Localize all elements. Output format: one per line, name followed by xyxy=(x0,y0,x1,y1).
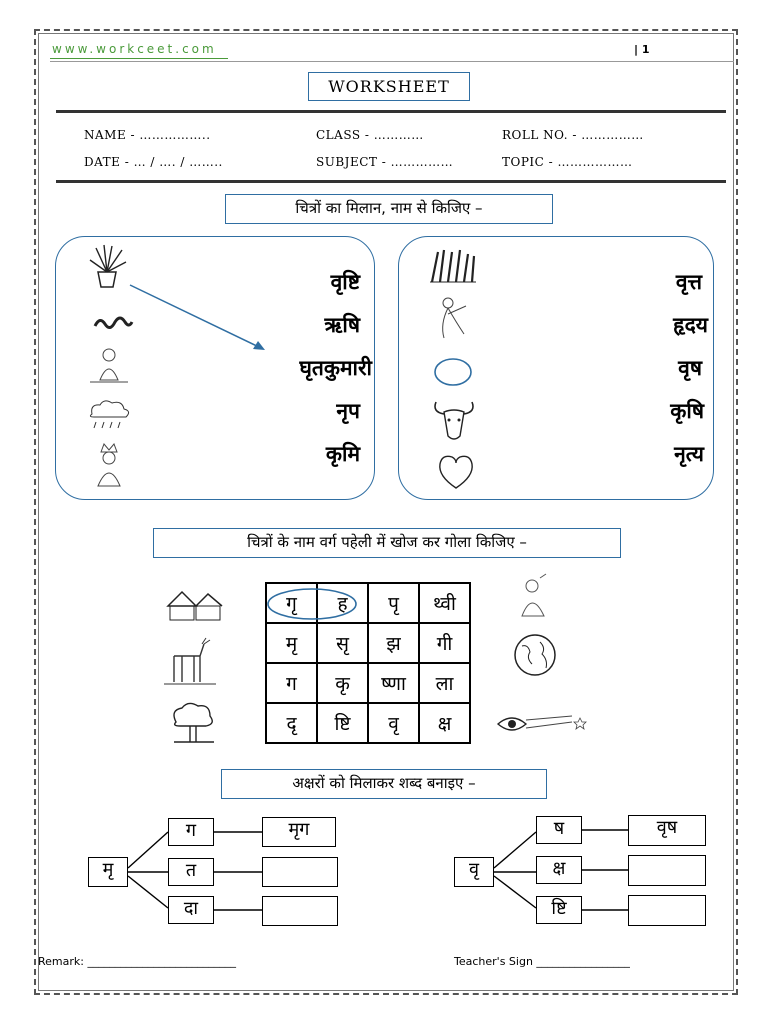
grid-cell[interactable]: ग xyxy=(266,663,317,703)
section2-title: चित्रों के नाम वर्ग पहेली में खोज कर गोला किजिए – xyxy=(153,528,621,558)
grid-cell[interactable]: थ्वी xyxy=(419,583,470,623)
left-word-1: वृष्टि xyxy=(330,270,360,294)
grid-cell[interactable]: ला xyxy=(419,663,470,703)
topic-field: TOPIC - ……………… xyxy=(502,155,633,169)
right-word-5: नृत्य xyxy=(674,442,704,466)
right-root-box: वृ xyxy=(454,857,494,887)
name-field: NAME - …………….. xyxy=(84,128,211,142)
right-suffix-3: ष्टि xyxy=(536,896,582,924)
right-answer-2[interactable] xyxy=(628,855,706,886)
grid-cell[interactable]: क्ष xyxy=(419,703,470,743)
left-word-2: ऋषि xyxy=(324,313,360,337)
grid-cell[interactable]: झ xyxy=(368,623,419,663)
left-answer-1[interactable]: मृग xyxy=(262,817,336,847)
left-word-5: कृमि xyxy=(325,442,360,466)
class-field: CLASS - ………… xyxy=(316,128,424,142)
grid-cell[interactable]: कृ xyxy=(317,663,368,703)
worksheet-title: WORKSHEET xyxy=(308,72,470,101)
left-suffix-2: त xyxy=(168,858,214,886)
left-answer-3[interactable] xyxy=(262,896,338,926)
grid-cell[interactable]: मृ xyxy=(266,623,317,663)
grid-cell[interactable]: ह xyxy=(317,583,368,623)
right-answer-1[interactable]: वृष xyxy=(628,815,706,846)
remark-line: Remark: ___________________________ xyxy=(38,955,236,968)
page-number: | 1 xyxy=(634,43,650,56)
subject-field: SUBJECT - …………… xyxy=(316,155,454,169)
section1-title: चित्रों का मिलान, नाम से किजिए – xyxy=(225,194,553,224)
grid-cell[interactable]: ष्णा xyxy=(368,663,419,703)
left-suffix-3: दा xyxy=(168,896,214,924)
section3-title: अक्षरों को मिलाकर शब्द बनाइए – xyxy=(221,769,547,799)
left-word-3: घृतकुमारी xyxy=(299,356,372,380)
left-answer-2[interactable] xyxy=(262,857,338,887)
grid-cell[interactable]: सृ xyxy=(317,623,368,663)
grid-cell[interactable]: गी xyxy=(419,623,470,663)
grid-cell[interactable]: पृ xyxy=(368,583,419,623)
grid-cell[interactable]: ष्टि xyxy=(317,703,368,743)
left-word-4: नृप xyxy=(336,399,360,423)
grid-cell[interactable]: गृ xyxy=(266,583,317,623)
grid-cell[interactable]: वृ xyxy=(368,703,419,743)
grid-cell[interactable]: दृ xyxy=(266,703,317,743)
right-word-2: हृदय xyxy=(673,313,708,337)
teacher-sign-line: Teacher's Sign _________________ xyxy=(454,955,630,968)
site-url[interactable]: www.workceet.com xyxy=(52,42,217,56)
left-suffix-1: ग xyxy=(168,818,214,846)
right-word-4: कृषि xyxy=(670,399,704,423)
date-field: DATE - … / …. / …….. xyxy=(84,155,223,169)
right-word-1: वृत्त xyxy=(675,270,702,294)
right-word-3: वृष xyxy=(678,356,702,380)
left-root-box: मृ xyxy=(88,857,128,887)
right-answer-3[interactable] xyxy=(628,895,706,926)
roll-field: ROLL NO. - …………… xyxy=(502,128,644,142)
right-suffix-1: ष xyxy=(536,816,582,844)
right-suffix-2: क्ष xyxy=(536,856,582,884)
